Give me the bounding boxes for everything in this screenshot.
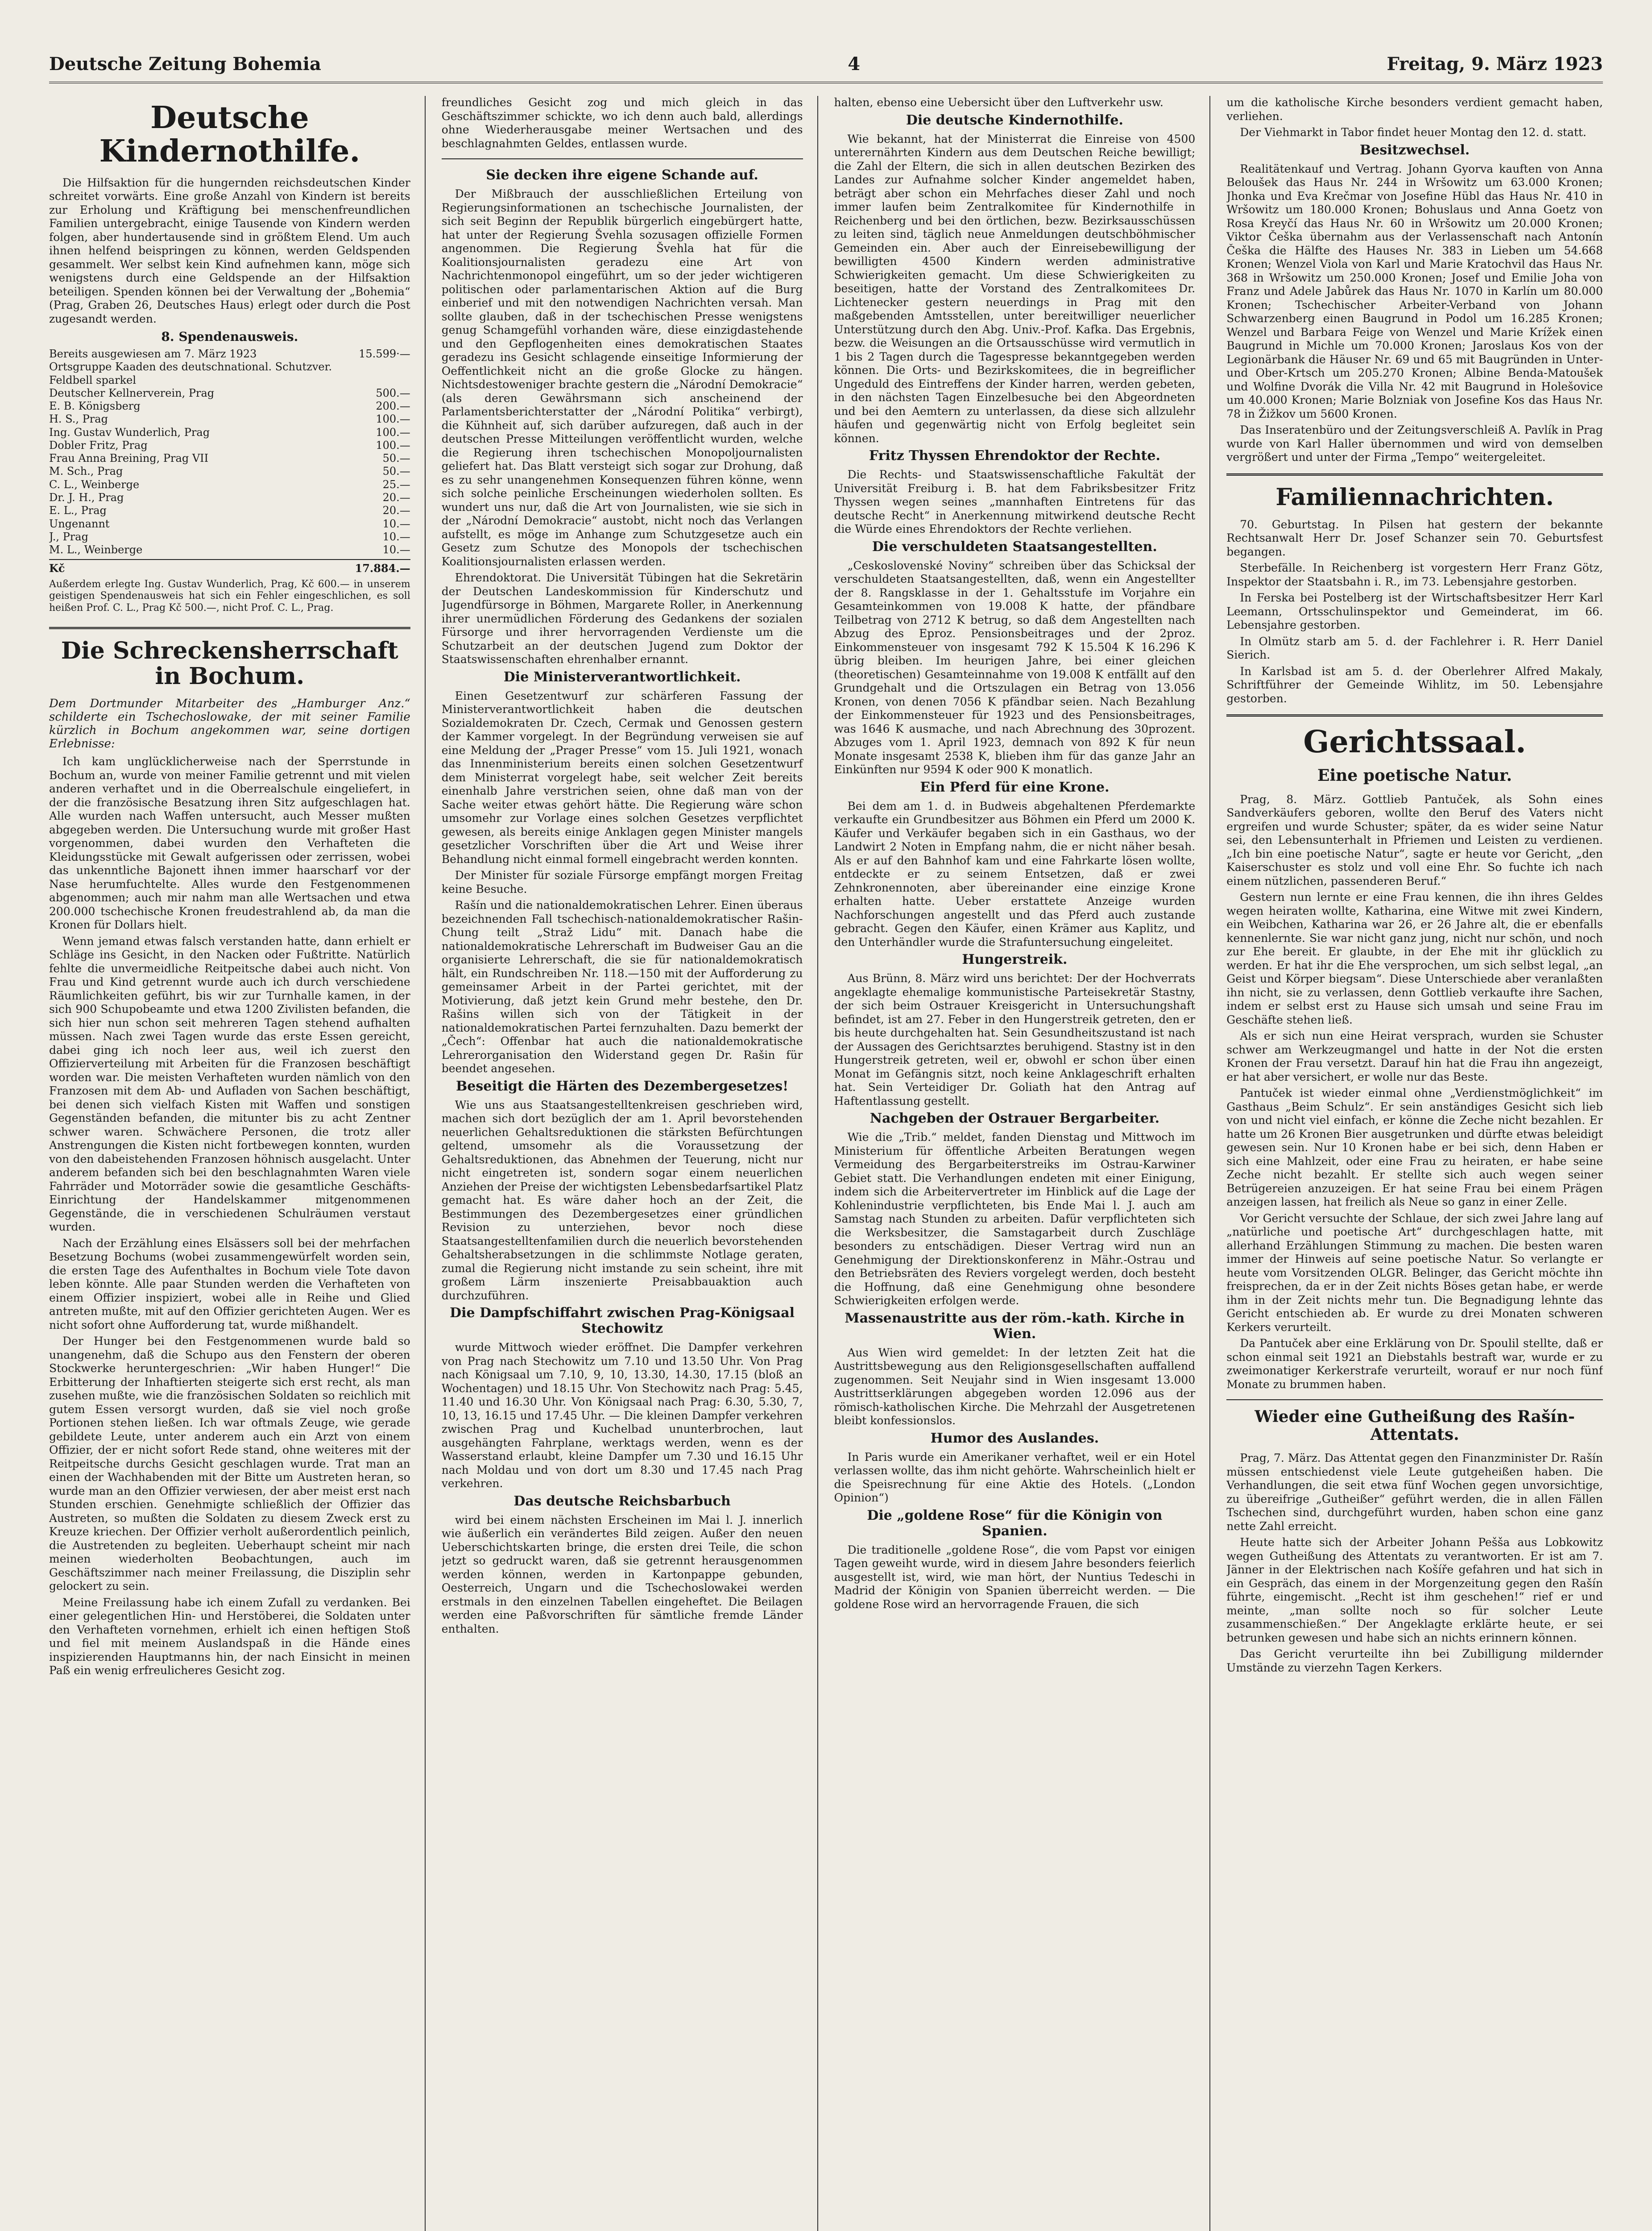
donation-row — [49, 491, 410, 504]
donation-row — [49, 374, 410, 387]
donor-name: J., Prag — [49, 530, 88, 543]
columns — [49, 96, 1603, 2231]
article-paragraph: Wie bekannt, hat der Ministerrat die Einreise von 4500 unterernährten Kindern aus dem Deutschen Reiche bewilligt; die Zahl der Eltern, die sich in allen deutschen Bezirken des Landes zur Aufnahme solcher Kinder angemeldet haben, beträgt aber schon ein Mehrfaches dieser Zahl und noch immer laufen beim Zentralkomitee für Kindernothilfe in Reichenberg und bei den örtlichen, bezw. Bezirksausschüssen zu leiten sind, täglich neue Anmeldungen deutschböhmischer Gemeinden ein. Aber auch der Einreisebewilligung der bewilligten 4500 Kindern werden administrative Schwierigkeiten gemacht. Um diese Schwierigkeiten zu beseitigen, hatte der Vorstand des Zentralkomitees Dr. Lichtenecker gestern neuerdings in Prag mit den maßgebenden Amtsstellen, unter bereitwilliger neuerlicher Unterstützung durch den Abg. Univ.-Prof. Kafka. Das Ergebnis, bezw. die Weisungen an die Ortsausschüsse wird vermutlich in 1 bis 2 Tagen durch die Tagespresse bekanntgegeben werden können. Die Orts- und Bezirkskomitees, die in begreiflicher Ungeduld des Eintreffens der Kinder harren, werden gebeten, in den nächsten Tagen Einzelbesuche bei den Abgeordneten und bei den Aemtern zu unterlassen, da diese sich allzulehr häufen und gegenwärtig nicht von Erfolg begleitet sein können. — [834, 132, 1196, 445]
headline-familiennachrichten: Familiennachrichten. — [1275, 483, 1554, 511]
article-paragraph: Prag, 8. März. Gottlieb Pantuček, als Sohn eines Sandverkäufers geboren, wollte den Beruf des Vaters nicht ergreifen und wurde Schuster; später, da es wider seine Natur sei, den Lebensunterhalt in Pfriemen und Leisten zu verdienen. „Ich bin eine poetische Natur“, sagte er heute vor Gericht, „den Kaiserschuster es stolz und voll eine Ehr. So fuchte ich nach einem nützlichen, passenderen Beruf.“ — [1226, 792, 1603, 887]
donation-amount: 10.— — [382, 530, 410, 543]
donation-row — [49, 387, 410, 400]
article-paragraph: Einen Gesetzentwurf zur schärferen Fassung der Ministerverantwortlichkeit haben die deutschen Sozialdemokraten Dr. Czech, Cermak und Genossen gestern der Kammer vorgelegt. In der Begründung verweisen sie auf eine Meldung der „Prager Presse“ vom 15. Juli 1921, wonach das Innenministerium bereits einen solchen Gesetzentwurf dem Ministerrat vorgelegt habe, seit welcher Zeit bereits einenhalb Jahre verstrichen seien, ohne daß man von der Sache weiter etwas gehört hätte. Die Regierung wäre schon umsomehr zur Vorlage eines solchen Gesetzes verpflichtet gewesen, als bereits einige Anklagen gegen Minister mangels gesetzlicher Vorschriften über die Art und Weise ihrer Behandlung nicht einmal formell eingebracht werden konnten. — [441, 689, 803, 866]
column-3 — [834, 96, 1211, 2231]
donation-row — [49, 361, 410, 373]
article-paragraph: Nach der Erzählung eines Elsässers soll bei der mehrfachen Besetzung Bochums (wobei zusammengewürfelt worden sein, die ersten Tage des Aufenthaltes in Bochum viele Tote davon leben könnte. Alle paar Stunden werden die Verhafteten von einem Offizier inspiziert, wobei alle in Reihe und Glied antreten mußte, mit auf den Offizier gerichteten Augen. Wer es nicht sofort ohne Aufforderung tat, wurde mißhandelt. — [49, 1236, 410, 1331]
article-paragraph: wurde Mittwoch wieder eröffnet. Die Dampfer verkehren von Prag nach Stechowitz um 7.10 und 13.50 Uhr. Von Prag nach Königsaal um 7.10, 9, 10, 13.30, 14.30, 17.15 (bloß an Wochentagen) und 18.15 Uhr. Von Stechowitz nach Prag: 5.45, 11.40 und 16.30 Uhr. Von Königsaal nach Prag: 6.30, 5.30, 7, 10, 13, 16.15 und 17.45 Uhr. — Die kleinen Dampfer verkehren zwischen Prag und Kuchelbad ununterbrochen, laut ausgehängten Fahrplane, werktags werden, wenn es der Wasserstand erlaubt, kleine Dampfer um 7.30 und 16.15 Uhr nach Moldau und von dort um 8.30 und 17.45 nach Prag verkehren. — [441, 1341, 803, 1490]
headline-staatsangestellte: Die verschuldeten Staatsangestellten. — [872, 539, 1157, 555]
article-paragraph: Wenn jemand etwas falsch verstanden hatte, dann erhielt er Schläge ins Gesicht, in den Nacken oder Fußtritte. Natürlich fehlte die unvermeidliche Reitpeitsche dabei auch nicht. Von Frau und Kind getrennt wurde auch ich durch verschiedene Räumlichkeiten geführt, bis wir zur Turnhalle kamen, in der sich 900 Schupobeamte und etwa 1200 Zivilisten befanden, die sich hier nun schon seit mehreren Tagen stehend aufhalten müssen. Nach zwei Tagen wurde das erste Essen gereicht, dabei ging ich noch leer aus, weil ich zuerst den Offizierverteilung mit Arbeiten für die Franzosen beschäftigt worden war. Die meisten Verhafteten wurden nämlich von den Franzosen mit dem Ab- und Aufladen von Sachen beschäftigt, bei denen sich vielfach Kisten mit Waffen und sonstigen Gegenständen befanden, die mitunter bis zu acht Zentner schwer waren. Schwächere Personen, die trotz aller Anstrengungen die Kisten nicht fortbewegen konnten, wurden von den dabeistehenden Franzosen höhnisch ausgelacht. Unter anderem befanden sich bei den beschlagnahmten Waren viele Fahrräder und Motorräder sowie die gesamtliche Geschäfts-Einrichtung der Handelskammer mitgenommenen Gegenstände, die in verschiedenen Schulräumen verstaut wurden. — [49, 934, 410, 1234]
headline-pferd: Ein Pferd für eine Krone. — [920, 779, 1110, 795]
donor-name: E. L., Prag — [49, 504, 107, 517]
divider — [442, 158, 803, 159]
article-paragraph: Als er sich nun eine Heirat versprach, wurden sie Schuster schwer am Werkzeugmangel und hatte in der Not die ersten Kronen der Frau versetzt. Darauf hin hat die Frau ihn angezeigt, er hat aber versichert, er wolle nur das Beste. — [1226, 1029, 1603, 1083]
article-paragraph: Wie uns aus Staatsangestelltenkreisen geschrieben wird, machen sich dort bezüglich der am 1. April bevorstehenden neuerlichen Gehaltsreduktionen die stärksten Befürchtungen geltend, umsomehr als die Voraussetzung der Gehaltsreduktionen, das Abnehmen der Teuerung, nicht nur nicht eingetreten ist, sondern sogar einem neuerlichen Anziehen der Preise der wichtigsten Lebensbedarfsartikel Platz gemacht hat. Es wäre daher hoch an der Zeit, die Bestimmungen des Dezembergesetzes einer gründlichen Revision zu unterziehen, bevor noch diese Staatsangestelltenfamilien durch die neuerlich bevorstehenden Gehaltsherabsetzungen in die schlimmste Notlage geraten, zumal die Regierung nicht imstande zu sein scheint, ihre mit großem Lärm inszenierte Preisabbauaktion auch durchzuführen. — [441, 1098, 803, 1302]
headline-minister: Die Ministerverantwortlichkeit. — [503, 669, 741, 685]
headline-austritte: Massenaustritte aus der röm.-kath. Kirche in Wien. — [845, 1310, 1185, 1342]
donor-name: Ing. Gustav Wunderlich, Prag — [49, 426, 210, 439]
article-paragraph: Gestern nun lernte er eine Frau kennen, die ihn ihres Geldes wegen heiraten wollte, Katharina, eine Witwe mit zwei Kindern, ein Weibchen, Katharina war 26, er 26 Jahre alt, die er ebenfalls kennenlernte. Sie war nicht ganz jung, nicht nur schön, und noch zur Ehe bereit. Er glaubte, in der Ehe mit ihr glücklich zu werden. Er hat ihr die Ehe versprochen, um sich selbst legal, „an Geist und Körper biegsam“. Diese Unterschiede aber veranlaßten ihn nicht, sie zu verlassen, denn Gottlieb verkaufte ihre Sachen, indem er selbst erst zu Hause sich umsah und seine Frau im Geschäfte stehen ließ. — [1226, 891, 1603, 1026]
donation-row — [49, 348, 410, 361]
headline-dezember: Beseitigt die Härten des Dezembergesetzes! — [455, 1078, 789, 1094]
donation-amount: 100.— — [376, 413, 410, 426]
column-1 — [49, 96, 426, 2231]
donation-amount: 10.— — [382, 543, 410, 556]
article-paragraph: Der Hunger bei den Festgenommenen wurde bald so unangenehm, daß die Schupo aus den Fenstern der oberen Stockwerke heruntergeschrien: „Wir haben Hunger!“ Die Erbitterung der Inhaftierten steigerte sich erst recht, als man zusehen mußte, wie die französischen Soldaten so reichlich mit gutem Essen versorgt wurden, daß sie viel noch große Portionen stehen ließen. Ich war oftmals Zeuge, wie gerade gebildete Leute, unter anderem auch ein Arzt von einem Offizier, der er nicht sofort Rede stand, ohne weiteres mit der Reitpeitsche durchs Gesicht geschlagen wurde. Trat man an einen der Wachhabenden mit der Bitte um Austreten heran, so wurde man an den Offizier verwiesen, der aber meist erst nach Stunden erschien. Genehmigte schließlich der Offizier das Austreten, so mußten die Soldaten zu diesem Zweck erst zu Kreuze kriechen. Der Offizier verholt außerordentlich peinlich, die Austretenden zu begleiten. Ueberhaupt scheint mir nach meinen wiederholten Beobachtungen, auch im Geschäftszimmer nach meiner Freilassung, die Disziplin sehr gelockert zu sein. — [49, 1335, 410, 1593]
donation-amount: 20.— — [382, 504, 410, 517]
article-paragraph: freundliches Gesicht zog und mich gleich in das Geschäftszimmer schickte, wo ich denn auch bald, allerdings ohne Wiederherausgabe meiner Wertsachen und des beschlagnahmten Geldes, entlassen wurde. — [441, 96, 803, 150]
article-paragraph: Das Inseratenbüro und der Zeitungsverschleiß A. Pavlík in Prag wurde von Karl Haller übernommen und wird von demselben vergrößert und unter der Firma „Tempo“ weitergeleitet. — [1226, 423, 1603, 464]
donation-row — [49, 504, 410, 517]
article-paragraph: Meine Freilassung habe ich einem Zufall zu verdanken. Bei einer gelegentlichen Hin- und Herstöberei, die Soldaten unter den Verhafteten vornehmen, erhielt ich einen heftigen Stoß und fiel mit meinem Auslandspaß in die Hände eines inspizierenden Hauptmanns hin, der nach Einsicht in meinen Paß ein wenig erfreulicheres Gesicht zog. — [49, 1596, 410, 1677]
headline-goldene-rose: Die „goldene Rose“ für die Königin von Spanien. — [867, 1507, 1163, 1539]
donor-name: Feldbell sparkel — [49, 373, 137, 386]
article-paragraph: Ehrendoktorat. Die Universität Tübingen hat die Sekretärin der Deutschen Landeskommission für Kinderschutz und Jugendfürsorge in Böhmen, Margarete Roller, in Anerkennung ihrer unermüdlichen Förderung des Gedankens der sozialen Fürsorge und ihrer hervorragenden Verdienste um die Schutzarbeit an der deutschen Jugend zum Doktor der Staatswissenschaften ehrenhalber ernannt. — [441, 571, 803, 666]
article-paragraph: Bei dem am 1. d. in Budweis abgehaltenen Pferdemarkte verkaufte ein Grundbesitzer aus Böhmen ein Pferd um 2000 K. Käufer und Verkäufer begaben sich in ein Gasthaus, wo der Landwirt 2 Noten in Empfang nahm, die er nicht näher besah. Als er auf den Bahnhof kam und eine Fahrkarte lösen wollte, entdeckte er zu seinem Entsetzen, daß er zwei Zehnkronennoten, aber übereinander eine einzige Krone erhalten hatte. Ueber erstattete Anzeige wurden Nachforschungen angestellt und das Pferd auch zustande gebracht. Gegen den Käufer, einen Krämer aus Kaplitz, und den Unterhändler wurde die Strafuntersuchung eingeleitet. — [834, 799, 1196, 949]
donation-amount: 50.— — [382, 452, 410, 465]
headline-besitzwechsel: Besitzwechsel. — [1359, 142, 1470, 158]
article-paragraph: Der Minister für soziale Fürsorge empfängt morgen Freitag keine Besuche. — [441, 869, 803, 896]
donation-amount: 10.— — [382, 517, 410, 530]
article-paragraph: Wie die „Trib.“ meldet, fanden Dienstag und Mittwoch im Ministerium für öffentliche Arbeiten Beratungen wegen Vermeidung des Bergarbeiterstreiks im Ostrau-Karwiner Gebiet statt. Die Verhandlungen endeten mit einer Einigung, indem sich die Arbeitervertreter im Hinblick auf die Lage der Kohlenindustrie verpflichteten, bis Ende Mai l. J. auch am Samstag nach Stunden zu arbeiten. Dafür verpflichteten sich die Werksbesitzer, die Samstagarbeit durch Zuschläge besonders zu entschädigen. Dieser Vertrag wird nun an Genehmigung der Direktionskonferenz in Mähr.-Ostrau und den Betriebsräten des Reviers vorgelegt werden, doch besteht die Hoffnung, daß eine Genehmigung ohne besondere Schwierigkeiten erfolgen werde. — [834, 1131, 1196, 1307]
headline-bergarbeiter: Nachgeben der Ostrauer Bergarbeiter. — [869, 1111, 1160, 1126]
article-paragraph: Der Mißbrauch der ausschließlichen Erteilung von Regierungsinformationen an tschechische Journalisten, der sich seit Beginn der Republik bürgerlich eingebürgert hatte, hat unter der Regierung Švehla sozusagen offizielle Formen angenommen. Die Regierung Švehla hat für die Koalitionsjournalisten geradezu eine Art von Nachrichtenmonopol eingeführt, um so der jeder wichtigeren politischen oder parlamentarischen Aktion auf die Burg einberief und mit den notwendigen Nachrichten versah. Man sollte glauben, daß in der tschechischen Presse wenigstens genug Schamgefühl vorhanden wäre, diese einzigdastehende und den Gepflogenheiten eines demokratischen Staates geradezu ins Gesicht schlagende einseitige Informierung der Oeffentlichkeit nicht an die große Glocke zu hängen. Nichtsdestoweniger brachte gestern die „Národní Demokracie“ (als deren Gewährsmann sich anscheinend der Parlamentsberichterstatter der „Národní Politika“ verbirgt), die Kühnheit auf, sich darüber aufzuregen, daß auch in der deutschen Presse Mitteilungen veröffentlicht wurden, welche die Regierung ihren tschechischen Monopoljournalisten geliefert hat. Das Blatt versteigt sich sogar zur Drohung, daß es zu sehr unangenehmen Konsequenzen führen könne, wenn sich solche peinliche Erscheinungen wiederholen sollten. Es wundert uns nur, daß die Art von Journalisten, wie sie sich in der „Národní Demokracie“ austobt, nicht noch das Verlangen aufstellt, es möge im Anhange zum Schutzgesetze auch ein Gesetz zum Schutze des Monopols der tschechischen Koalitionsjournalisten erlassen werden. — [441, 187, 803, 568]
article-paragraph: Aus Wien wird gemeldet: In der letzten Zeit hat die Austrittsbewegung aus den Religionsgesellschaften auffallend zugenommen. Seit Neujahr sind in Wien insgesamt 13.000 Austrittserklärungen abgegeben worden 12.096 aus der römisch-katholischen Kirche. Die Mehrzahl der Ausgetretenen bleibt konfessionslos. — [834, 1346, 1196, 1427]
article-paragraph: In Ferska bei Postelberg ist der Wirtschaftsbesitzer Herr Karl Leemann, Ortsschulinspektor und Gemeinderat, im 66. Lebensjahre gestorben. — [1226, 591, 1603, 632]
donor-name: Dobler Fritz, Prag — [49, 439, 148, 452]
donation-total-row — [49, 559, 410, 575]
donation-list — [49, 348, 410, 556]
article-kicker: Dem Dortmunder Mitarbeiter des „Hamburger Anz.“ schilderte ein Tschechoslowake, der mit seiner Familie kürzlich in Bochum angekommen war, seine dortigen Erlebnisse: — [49, 697, 410, 751]
headline-poetische-natur: Eine poetische Natur. — [1317, 766, 1512, 785]
article-paragraph: Prag, 7. März. Das Attentat gegen den Finanzminister Dr. Rašín müssen entschiedenst viele Leute gutgeheißen haben. Die Verhandlungen, die seit etwa fünf Wochen gegen unvorsichtige, zu übereifrige „Gutheißer“ geführt werden, die in allen Fällen Tschechen sind, durchgeführt wurden, haben schon eine ganz nette Zahl erreicht. — [1226, 1451, 1603, 1533]
article-bochum — [49, 638, 410, 1678]
donation-row — [49, 400, 410, 413]
article-paragraph: Der Viehmarkt in Tabor findet heuer Montag den 12. d. statt. — [1240, 126, 1587, 139]
donor-name: Ungenannt — [49, 517, 110, 530]
article-paragraph: Realitätenkauf und Vertrag. Johann Gyorva kauften von Anna Beloušek das Haus Nr. 244 in Wršowitz um 63.000 Kronen; Jhonka und Eva Krečmar von Josefine Hübl das Haus Nr. 410 in Wršowitz um 180.000 Kronen; Bohuslaus und Anna Goetz von Rosa Kreyčí das Haus Nr. 60 in Wršowitz um 20.000 Kronen; Viktor Češka übernahm aus der Verlassenschaft nach Antonín Češka die Hälfte des Hauses Nr. 383 in Lieben um 54.668 Kronen; Wenzel Viola von Karl und Marie Kratochvil das Haus Nr. 368 in Wršowitz um 250.000 Kronen; Josef und Emilie Joha von Franz und Adele Jabůrek das Haus Nr. 1070 in Karlín um 80.000 Kronen; Tschechischer Arbeiter-Verband von Johann Schwarzenberg einen Baugrund in Podol um 16.285 Kronen; Wenzel und Barbara Feige von Wenzel und Marie Krížek einen Baugrund in Michle um 70.000 Kronen; Jaroslaus Kos von der Legionärbank die Häuser Nr. 69 und 65 mit Baugründen in Unter- und Ober-Krtsch um 205.270 Kronen; Albine Benda-Matoušek und Wolfine Dvorák die Villa Nr. 42 mit Baugrund in Holešovice um 40.000 Kronen; Marie Bolzniak von Josefine Kos das Haus Nr. 78 in Žižkov um 5600 Kronen. — [1226, 162, 1603, 420]
article-kindernothilfe — [49, 101, 410, 614]
article-paragraph: Aus Brünn, 8. März wird uns berichtet: Der der Hochverrats angeklagte ehemalige kommunistische Parteisekretär Stastny, der sich beim Ostrauer Kreisgericht in Untersuchungshaft befindet, ist am 27. Feber in den Hungerstreik getreten, den er bis heute durchgehalten hat. Sein Gesundheitszustand ist nach der Aussagen des Gerichtsarztes beruhigend. Stastny ist in den Hungerstreik getreten, weil er, obwohl er schon über einen Monat im Gefängnis sitzt, noch keine Anklageschrift erhalten hat. Sein Verteidiger Dr. Goliath hat den Antrag auf Haftentlassung gestellt. — [834, 972, 1196, 1107]
donation-row — [49, 413, 410, 426]
donation-row — [49, 518, 410, 531]
donation-amount: 50.— — [382, 465, 410, 478]
article-paragraph: „Ceskoslovenské Noviny“ schreiben über das Schicksal der verschuldeten Staatsangestellten, daß, wenn ein Angestellter der 8. Rangsklasse in der 1. Gehaltsstufe im Vorjahre ein Gesamteinkommen von 19.008 K hatte, der pfändbare Teilbetrag von 2712 K betrug, so daß dem Angestellten nach Abzug des Eproz. Pensionsbeitrages und der 2proz. Einkommensteuer von insgesamt 792 K 15.504 K 16.296 K übrig bleiben. Im heurigen Jahre, bei einer gleichen (theoretischen) Gesamteinnahme von 19.008 K entfällt auf den Grundgehalt und die Ortszulagen ein Betrag von 13.056 Kronen, von denen 7056 K pfändbar seien. Nach Bezahlung der Einkommensteuer für 1923 und des Pensionsbeitrages, was 1646 K ausmache, und nach Abrechnung des 30prozent. Abzuges vom 1. April 1923, demnach von 892 K für neun Monate insgesamt 2538 K, blieben ihm für das ganze Jahr an Einkünften nur 9594 K oder 900 K monatlich. — [834, 559, 1196, 776]
article-paragraph: In Karlsbad ist am 5. d. der Oberlehrer Alfred Makaly, Schriftführer der Gemeinde Wihlitz, im 50. Lebensjahre gestorben. — [1226, 664, 1603, 705]
donor-name: Ortsgruppe Kaaden des deutschnational. Schutzver. — [49, 361, 332, 373]
article-paragraph: Vor Gericht versuchte der Schlaue, der sich zwei Jahre lang auf „natürliche und poetische Art“ durchgeschlagen hatte, mit allerhand Erzählungen Stimmung zu machen. Die besten waren immer der Hinweis auf seine poetische Natur. So verlangte er heute vom Vorsitzenden OLGR. Belinger, das Gericht möchte ihn freisprechen, da er in der Zeit nichts Böses getan habe, er werde ihm in der Zeit nichts mehr tun. Die Begnadigung lehnte das Gericht entschieden ab. Er wurde zu drei Monaten schweren Kerkers verurteilt. — [1226, 1211, 1603, 1334]
donation-note: Außerdem erlegte Ing. Gustav Wunderlich, Prag, Kč 600.— in unserem geistigen Spendenausweis hat sich ein Fehler eingeschlichen, es soll heißen Prof. C. L., Prag Kč 500.—, nicht Prof. C. L., Prag. — [49, 578, 410, 614]
headline-hungerstreik: Hungerstreik. — [962, 952, 1068, 967]
column-2 — [442, 96, 818, 2231]
article-paragraph: Das Gericht verurteilte ihn bei Zubilligung mildernder Umstände zu vierzehn Tagen Kerkers. — [1226, 1647, 1603, 1674]
donor-name: E. B. Königsberg — [49, 400, 141, 413]
paper-name: Deutsche Zeitung Bohemia — [49, 54, 321, 75]
headline-thyssen: Fritz Thyssen Ehrendoktor der Rechte. — [869, 448, 1160, 464]
article-paragraph: Sterbefälle. In Reichenberg ist vorgestern Herr Franz Götz, Inspektor der Staatsbahn i. R., im 73. Lebensjahre gestorben. — [1226, 561, 1603, 588]
article-paragraph: Die Rechts- und Staatswissenschaftliche Fakultät der Universität Freiburg i. B. hat dem Fabriksbesitzer Fritz Thyssen wegen seines „mannhaften Eintretens für das deutsche Recht“ in Anerkennung mitwirkend deutsche Recht die Würde eines Ehrendoktors der Rechte verliehen. — [834, 468, 1196, 535]
article-paragraph: Heute hatte sich der Arbeiter Johann Pešša aus Lobkowitz wegen Gutheißung des Attentats zu verantworten. Er ist am 7. Jänner in der Elektrischen nach Košíře gefahren und hat sich in ein Gespräch, das einem in der Morgenzeitung gegen den Rašín führte, eingemischt. „Recht ist ihm geschehen!“ rief er und meinte, „man sollte noch so für solcher Leute zusammenschießen.“ Der Angeklagte erklärte heute, er sei betrunken gewesen und habe sich an nichts erinnern können. — [1226, 1536, 1603, 1644]
headline-bochum: Die Schreckensherrschaft in Bochum. — [61, 637, 398, 690]
donation-row — [49, 439, 410, 452]
page-number: 4 — [848, 54, 861, 75]
article-paragraph: Pantuček ist wieder einmal ohne „Verdienstmöglichkeit“ im Gasthaus „Beim Schulz“. Er sein anständiges Gesicht sich lieb von und nicht viel einfach, er könne die Zeche nicht bezahlen. Er hatte um 26 Kronen Bier ausgetrunken und dürfte etwas beleidigt gewesen sein. Nur 10 Kronen habe er bei sich, denn Haben er sich eine Mahlzeit, oder eine Frau zu heiraten, er habe seine Zeche nicht bezahlt. Er stellte sich auch wegen seiner Betrügereien anzuzeigen. Er hat seine Frau bei einem Prägen anzeigen lassen, hat freilich als Neue so ganz in einer Zelle. — [1226, 1086, 1603, 1209]
donation-amount: 100.— — [376, 426, 410, 439]
headline-attentat: Wieder eine Gutheißung des Rašín-Attentats. — [1255, 1407, 1575, 1444]
donation-amount: 100.— — [376, 439, 410, 452]
donation-amount: 20.— — [382, 491, 410, 504]
donation-row — [49, 531, 410, 543]
article-paragraph: um die katholische Kirche besonders verdient gemacht haben, verliehen. — [1226, 96, 1603, 123]
donor-name: Deutscher Kellnerverein, Prag — [49, 386, 215, 399]
donation-row — [49, 478, 410, 491]
divider — [49, 627, 410, 629]
donation-amount: 15.599·— — [359, 348, 410, 361]
divider — [1226, 1399, 1603, 1400]
article-paragraph: halten, ebenso eine Uebersicht über den Luftverkehr usw. — [834, 96, 1163, 109]
donor-name: Bereits ausgewiesen am 7. März 1923 — [49, 348, 257, 361]
donation-amount: 500.— — [376, 386, 410, 399]
headline-humor: Humor des Auslandes. — [930, 1430, 1099, 1446]
headline-schande: Sie decken ihre eigene Schande auf. — [486, 167, 758, 183]
donation-total-label: Kč — [49, 562, 65, 575]
headline-gerichtssaal: Gerichtssaal. — [1303, 724, 1526, 760]
donation-row — [49, 543, 410, 556]
donor-name: C. L., Weinberge — [49, 478, 140, 491]
article-paragraph: Die traditionelle „goldene Rose“, die vom Papst vor einigen Tagen geweiht wurde, wird in diesem Jahre besonders feierlich ausgestellt ist, wird, wie man hört, der Nuntius Tedeschi in Madrid der Königin von Spanien überreicht werden. — Die goldene Rose wird an hervorragende Frauen, die sich — [834, 1543, 1196, 1611]
donation-title: 8. Spendenausweis. — [161, 329, 298, 344]
donor-name: M. Sch., Prag — [49, 465, 123, 478]
donation-amount: 25.— — [382, 478, 410, 491]
headline-kindernothilfe: Deutsche Kindernothilfe. — [99, 100, 360, 169]
headline-dampfschiffahrt: Die Dampfschiffahrt zwischen Prag-Königsaal Stechowitz — [450, 1305, 795, 1336]
donation-amount: 200.— — [376, 400, 410, 413]
article-paragraph: Rašín und die nationaldemokratischen Lehrer. Einen überaus bezeichnenden Fall tschechisch-nationaldemokratischer Rašin-Chung teilt „Straž Lidu“ mit. Danach habe die nationaldemokratische Lehrerschaft im Budweiser Gau an die organisierte Lehrerschaft, die sie für nationaldemokratisch hält, ein Rundschreiben Nr. 118.—150 mit der Aufforderung zu gemeinsamer Arbeit in der Partei gerichtet, mit der Motivierung, daß jetzt kein Grund mehr bestehe, den Dr. Rašins willen sich von der Tätigkeit in der nationaldemokratischen Partei fernzuhalten. Dazu bemerkt der „Čech“: Offenbar hat auch die nationaldemokratische Lehrerorganisation den Widerstand gegen Dr. Rašin für beendet angesehen. — [441, 899, 803, 1075]
masthead — [49, 54, 1603, 83]
article-paragraph: In Paris wurde ein Amerikaner verhaftet, weil er ein Hotel verlassen wollte, das ihm nicht gehörte. Wahrscheinlich hielt er die Speisrechnung für eine Aktie des Hotels. („London Opinion“) — [834, 1450, 1196, 1504]
article-paragraph: wird bei einem nächsten Erscheinen im Mai l. J. innerlich wie äußerlich ein verändertes Bild zeigen. Außer den neuen Ueberschichtskarten bringe, die ersten drei Teile, die schon jetzt so gedruckt waren, daß sie getrennt herausgenommen werden können, werden in Kartonpappe gebunden, Oesterreich, Ungarn und die Tschechoslowakei werden erstmals in den einzelnen Tabellen eingeheftet. Die Beilagen werden eine Paßvorschriften für sämtliche fremde Länder enthalten. — [441, 1513, 803, 1635]
headline-reichsbarbuch: Das deutsche Reichsbarbuch — [513, 1493, 731, 1509]
donation-row — [49, 426, 410, 439]
article-paragraph: Die Hilfsaktion für die hungernden reichsdeutschen Kinder schreitet vorwärts. Eine große Anzahl von Kindern ist bereits zur Erholung und Kräftigung bei menschenfreundlichen Familien untergebracht, einige Tausende von Kindern werden folgen, aber hundertausende sind in größtem Elend. Um auch ihnen helfend beispringen zu können, werden Geldspenden gesammelt. Wer selbst kein Kind aufnehmen kann, möge sich wenigstens durch eine Geldspende an der Hilfsaktion beteiligen. Spenden können bei der Verwaltung der „Bohemia“ (Prag, Graben 26, Deutsches Haus) erlegt oder durch die Post zugesandt werden. — [49, 176, 410, 325]
divider — [1226, 714, 1603, 717]
column-4 — [1226, 96, 1603, 2231]
article-paragraph: 70. Geburtstag. In Pilsen hat gestern der bekannte Rechtsanwalt Herr Dr. Josef Schanzer sein 70. Geburtsfest begangen. — [1226, 518, 1603, 558]
donor-name: M. L., Weinberge — [49, 543, 143, 556]
divider — [1226, 473, 1603, 476]
article-paragraph: Ich kam unglücklicherweise nach der Sperrstunde in Bochum an, wurde von meiner Familie getrennt und mit vielen anderen verhaftet und in die Oberrealschule eingeliefert, in der die französische Besatzung ihren Sitz aufgeschlagen hat. Alle wurden nach Waffen untersucht, auch Messer mußten abgegeben werden. Die Untersuchung wurde mit großer Hast vorgenommen, dabei wurden den Verhafteten die Kleidungsstücke mit Gewalt aufgerissen oder zerrissen, wobei das unkenntliche Bajonett ihnen immer haarscharf vor der Nase herumfuchtelte. Alles wurde den Festgenommenen abgenommen; auch mir nahm man alle Wertsachen und etwa 200.000 tschechische Kronen freudestrahlend ab, da man die Kronen für Dollars hielt. — [49, 755, 410, 932]
donor-name: Frau Anna Breining, Prag VII — [49, 452, 209, 465]
donor-name: Dr. J. H., Prag — [49, 491, 124, 504]
issue-date: Freitag, 9. März 1923 — [1387, 54, 1603, 75]
donor-name: H. S., Prag — [49, 413, 108, 426]
article-paragraph: In Olmütz starb am 5. d. der Fachlehrer i. R. Herr Daniel Sierich. — [1226, 634, 1603, 662]
donation-total: 17.884.— — [355, 562, 410, 575]
donation-row — [49, 452, 410, 465]
headline-kinder: Die deutsche Kindernothilfe. — [906, 112, 1123, 128]
article-paragraph: Da Pantuček aber eine Erklärung von Dr. Spoulil stellte, daß er schon einmal seit 1921 an Diebstahls bestraft war, wurde er zu zweimonatiger Kerkerstrafe verurteilt, worauf er nur noch fünf Monate zu brummen haben. — [1226, 1337, 1603, 1391]
donation-row — [49, 465, 410, 478]
